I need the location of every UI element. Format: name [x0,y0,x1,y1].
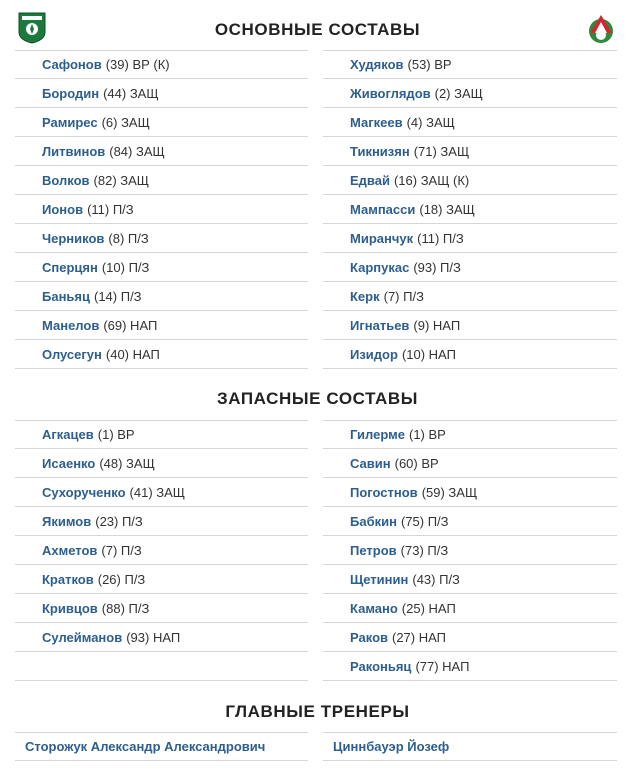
player-row [15,282,308,311]
player-name-link[interactable]: Погостнов [350,484,418,500]
player-row [15,253,308,282]
player-number-position: (60) ВР [394,455,439,471]
player-number-position: (84) ЗАЩ [109,143,165,159]
player-row [15,166,308,195]
home-coach [15,732,308,761]
player-row [15,536,308,565]
player-number-position: (2) ЗАЩ [434,85,483,101]
player-row [15,50,308,79]
player-row [323,108,617,137]
away-starters-list [323,50,617,369]
player-row [15,195,308,224]
player-name-link[interactable]: Раков [350,629,388,645]
player-number-position: (10) НАП [401,346,456,362]
player-name-link[interactable]: Ахметов [42,542,98,558]
player-name-link[interactable]: Рамирес [42,114,98,130]
player-row [15,565,308,594]
away-subs-list [323,420,617,681]
player-row [15,108,308,137]
player-number-position: (25) НАП [401,600,456,616]
player-row [15,652,308,681]
player-number-position: (93) П/З [413,259,461,275]
player-number-position: (75) П/З [400,513,449,529]
player-name-link[interactable]: Сперцян [42,259,98,275]
player-row [15,79,308,108]
player-number-position: (14) П/З [94,288,142,304]
player-row [323,565,617,594]
home-starters-list [15,50,308,369]
player-number-position: (77) НАП [415,658,470,674]
player-number-position: (44) ЗАЩ [103,85,159,101]
player-name-link[interactable]: Манелов [42,317,100,333]
player-number-position: (11) П/З [87,201,134,217]
player-row [323,536,617,565]
player-row [15,623,308,652]
player-number-position: (59) ЗАЩ [421,484,478,500]
player-name-link[interactable]: Петров [350,542,397,558]
player-name-link[interactable]: Раконьяц [350,658,412,674]
player-row [323,311,617,340]
player-number-position: (82) ЗАЩ [93,172,149,188]
player-number-position: (1) ВР [408,427,446,442]
player-row [15,449,308,478]
player-name-link[interactable]: Гилерме [350,427,405,442]
player-name-link[interactable]: Якимов [42,513,92,529]
player-row [15,478,308,507]
player-number-position: (10) П/З [101,259,150,275]
player-row [15,311,308,340]
player-name-link[interactable]: Кратков [42,571,94,587]
player-name-link[interactable]: Исаенко [42,455,96,471]
player-name-link[interactable]: Щетинин [350,571,409,587]
player-number-position: (40) НАП [105,346,160,362]
player-number-position: (26) П/З [97,571,146,587]
player-row [15,340,308,369]
player-row [323,166,617,195]
player-name-link[interactable]: Мампасси [350,201,416,217]
home-coach-name[interactable]: Сторожук Александр Александрович [15,732,308,761]
player-name-link[interactable]: Агкацев [42,427,94,442]
main-lineups-title: ОСНОВНЫЕ СОСТАВЫ [214,20,421,39]
player-name-link[interactable]: Сухорученко [42,484,126,500]
player-number-position: (73) П/З [400,542,449,558]
home-subs-list [15,420,308,681]
player-name-link[interactable]: Магкеев [350,114,403,130]
player-row [323,478,617,507]
player-number-position: (53) ВР [407,57,452,72]
player-number-position: (41) ЗАЩ [129,484,185,500]
player-row [323,224,617,253]
player-row [15,594,308,623]
away-coach-name[interactable]: Циннбауэр Йозеф [323,732,617,761]
player-number-position: (93) НАП [126,629,181,645]
player-name-link[interactable]: Кривцов [42,600,98,616]
player-name-link[interactable]: Карпукас [350,259,410,275]
player-row [323,282,617,311]
player-name-link[interactable]: Изидор [350,346,398,362]
player-number-position: (27) НАП [392,629,446,645]
player-name-link[interactable]: Савин [350,455,391,471]
player-name-link[interactable]: Бородин [42,85,100,101]
subs-title: ЗАПАСНЫЕ СОСТАВЫ [216,389,419,408]
player-name-link[interactable]: Миранчук [350,230,414,246]
player-number-position: (9) НАП [413,317,461,333]
player-name-link[interactable]: Сафонов [42,57,102,72]
player-name-link[interactable]: Черников [42,230,105,246]
player-name-link[interactable]: Камано [350,600,398,616]
player-number-position: (69) НАП [103,317,158,333]
player-number-position: (7) П/З [101,542,142,558]
player-row [323,449,617,478]
player-name-link[interactable]: Бабкин [350,513,397,529]
player-row [323,253,617,282]
player-number-position: (18) ЗАЩ [419,201,475,217]
player-row [323,594,617,623]
player-row [15,137,308,166]
player-number-position: (71) ЗАЩ [413,143,470,159]
player-name-link[interactable]: Едвай [350,172,390,188]
player-number-position: (1) ВР [97,427,135,442]
player-name-link[interactable]: Живоглядов [350,85,431,101]
player-number-position: (8) П/З [108,230,149,246]
player-name-link[interactable]: Худяков [350,57,404,72]
player-name-link[interactable]: Олусегун [42,346,102,362]
player-number-position: (88) П/З [101,600,150,616]
player-number-position: (39) ВР (К) [105,57,170,72]
player-name-link[interactable]: Ионов [42,201,84,217]
coaches-title: ГЛАВНЫЕ ТРЕНЕРЫ [225,702,410,721]
player-row [323,623,617,652]
player-row [323,507,617,536]
player-name-link[interactable]: Баньяц [42,288,90,304]
player-number-position: (43) П/З [412,571,460,587]
player-row [323,195,617,224]
away-coach [323,732,617,761]
player-row [323,420,617,449]
player-row [15,507,308,536]
player-row [15,224,308,253]
player-name-link[interactable]: Игнатьев [350,317,410,333]
player-name-link[interactable]: Тикнизян [350,143,410,159]
player-number-position: (7) П/З [383,288,424,304]
player-row [323,137,617,166]
player-number-position: (48) ЗАЩ [99,455,155,471]
player-row [323,79,617,108]
player-row [323,50,617,79]
player-number-position: (11) П/З [417,230,464,246]
player-number-position: (23) П/З [95,513,143,529]
player-name-link[interactable]: Керк [350,288,380,304]
player-name-link[interactable]: Волков [42,172,90,188]
player-number-position: (16) ЗАЩ (К) [393,172,470,188]
player-number-position: (4) ЗАЩ [406,114,455,130]
player-row [323,340,617,369]
player-row [323,652,617,681]
player-name-link[interactable]: Сулейманов [42,629,123,645]
player-number-position: (6) ЗАЩ [101,114,150,130]
player-row [15,420,308,449]
player-name-link[interactable]: Литвинов [42,143,106,159]
